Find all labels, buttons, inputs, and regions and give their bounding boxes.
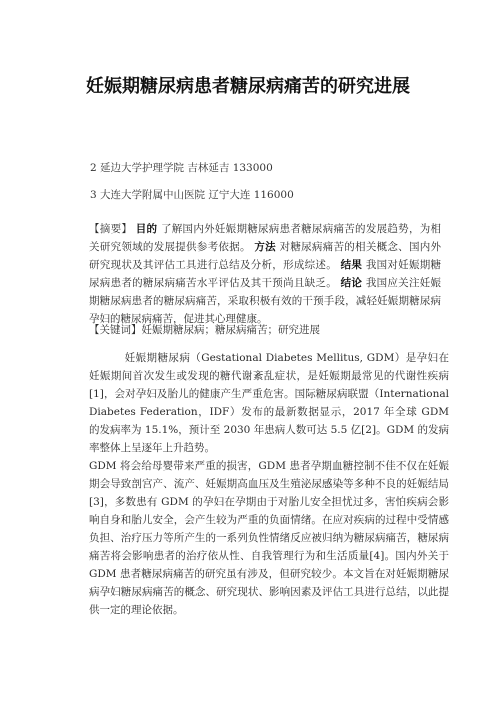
conclusion-label: 结论 [340, 277, 363, 289]
method-text: 对糖尿病痛苦的相关概念、国内外研究现状及其评估工具进行总结及分析，形成综述。 [89, 241, 442, 271]
keywords: 【关键词】妊娠期糖尿病；糖尿病痛苦；研究进展 [89, 324, 320, 336]
affiliation-2: 3 大连大学附属中山医院 辽宁大连 116000 [90, 189, 294, 201]
purpose-text: 了解国内外妊娠期糖尿病患者糖尿病痛苦的发展趋势，为相关研究领域的发展提供参考依据。 [89, 223, 442, 253]
body-paragraph-1: 妊娠期糖尿病（Gestational Diabetes Mellitus, GDM）是孕妇在妊娠期间首次发生或发现的糖代谢紊乱症状，是妊娠期最常见的代谢性疾病[1]，会对孕妇及胎儿的健康产生严重危害。国际糖尿病联盟（International Diabetes Federation，IDF）发布的最新数据显示，2017 年全球 GDM 的发病率为 15.1%，预计至 2030 年患病人数可达 5.5 亿[2]。GDM 的发病率整体上呈逐年上升趋势。 [89, 352, 449, 454]
abstract-label: 【摘要】 [89, 223, 133, 235]
paper-title: 妊娠期糖尿病患者糖尿病痛苦的研究进展 [86, 76, 410, 97]
body-text [89, 349, 449, 619]
affiliation-1: 2 延边大学护理学院 吉林延吉 133000 [90, 162, 273, 174]
abstract [89, 220, 441, 328]
result-text: 我国对妊娠期糖尿病患者的糖尿病痛苦水平评估及其干预尚且缺乏。 [89, 259, 442, 289]
result-label: 结果 [340, 259, 363, 271]
method-label: 方法 [254, 241, 276, 253]
purpose-label: 目的 [135, 223, 158, 235]
body-paragraph-2: GDM 将会给母婴带来严重的损害，GDM 患者孕期血糖控制不佳不仅在妊娠期会导致剖宫产、流产、妊娠期高血压及生殖泌尿感染等多种不良的妊娠结局[3]，多数患有 GDM 的孕妇在孕期由于对胎儿安全担忧过多，害怕疾病会影响自身和胎儿安全，会产生较为严重的负面情绪。在应对疾病的过程中受情感负担、治疗压力等所产生的一系列负性情绪反应被归纳为糖尿病痛苦，糖尿病痛苦将会影响患者的治疗依从性、自我管理行为和生活质量[4]。国内外关于 GDM 患者糖尿病痛苦的研究虽有涉及，但研究较少。本文旨在对妊娠期糖尿病孕妇糖尿病痛苦的概念、研究现状、影响因素及评估工具进行总结，以此提供一定的理论依据。 [89, 460, 449, 616]
conclusion-text: 我国应关注妊娠期糖尿病患者的糖尿病痛苦，采取积极有效的干预手段，减轻妊娠期糖尿病孕妇的糖尿病痛苦，促进其心理健康。 [89, 277, 442, 325]
